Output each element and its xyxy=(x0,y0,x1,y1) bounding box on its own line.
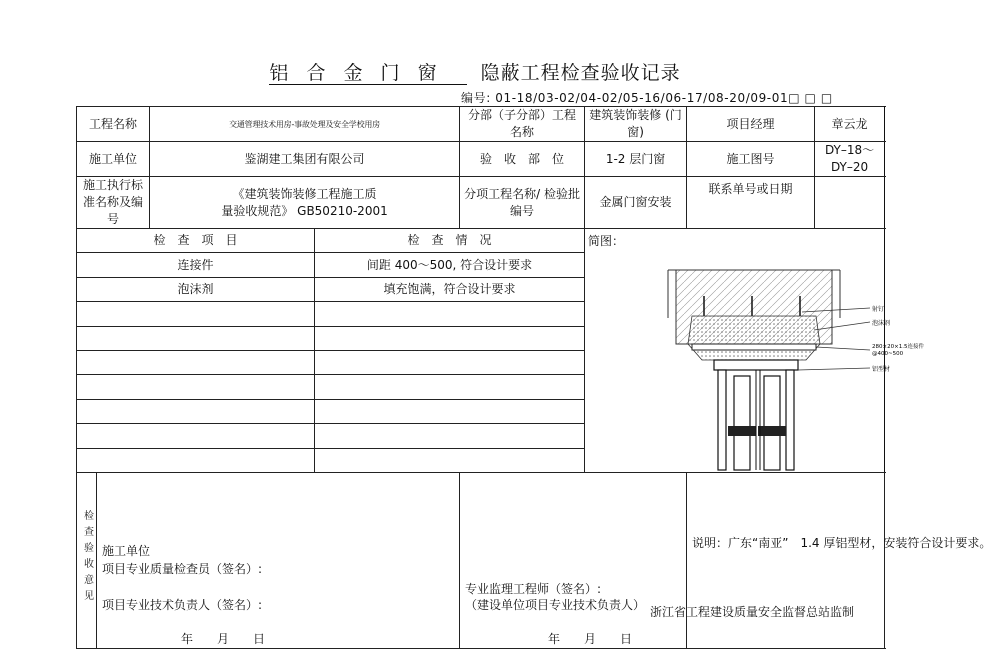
inspection-status xyxy=(315,302,585,326)
form-title xyxy=(0,58,950,85)
inspection-header-row xyxy=(77,229,885,253)
supervisor-signature-cell xyxy=(460,473,687,649)
contact-label: 联系单号或日期 xyxy=(687,177,815,229)
serial-number xyxy=(461,89,833,106)
inspection-item xyxy=(77,375,315,399)
standard-label: 施工执行标准名称及编号 xyxy=(77,177,150,229)
manager-label: 项目经理 xyxy=(687,107,815,142)
inspection-status xyxy=(315,350,585,374)
drawing-value: DY–18～DY–20 xyxy=(815,142,885,177)
inspection-item xyxy=(77,326,315,350)
inspection-item xyxy=(77,302,315,326)
inspection-status xyxy=(315,448,585,472)
inspection-status: 间距 400～500, 符合设计要求 xyxy=(315,253,585,277)
diagram-note: 说明：广东“南亚” 1.4 厚铝型材，安装符合设计要求。 xyxy=(692,536,991,550)
standard-value-line2: 量验收规范》 GB50210-2001 xyxy=(221,203,388,218)
inspection-item: 连接件 xyxy=(77,253,315,277)
batch-label: 分项工程名称/ 检验批编号 xyxy=(460,177,585,229)
supervisor-date: 年 月 日 xyxy=(548,632,633,646)
row-contractor xyxy=(77,142,885,177)
row-project xyxy=(77,107,885,142)
inspection-item xyxy=(77,350,315,374)
connector xyxy=(692,344,816,350)
contractor-value: 鉴湖建工集团有限公司 xyxy=(150,142,460,177)
callout-nail: 射钉 xyxy=(872,306,885,313)
form-title-part1: 铝 合 金 门 窗 xyxy=(269,62,466,85)
diagram-label: 简图： xyxy=(588,234,625,248)
standard-value-line1: 《建筑装饰装修工程施工质 xyxy=(232,186,377,201)
opinion-row xyxy=(77,473,885,649)
inspection-item: 泡沫剂 xyxy=(77,277,315,301)
subproject-label: 分部（子分部）工程名称 xyxy=(460,107,585,142)
status-header: 检 查 情 况 xyxy=(315,229,585,253)
callout-profile: 铝型材 xyxy=(872,366,891,373)
inspection-form-table xyxy=(76,106,991,649)
tech-lead-signature: 项目专业技术负责人（签名）: xyxy=(102,598,263,612)
serial-label: 编号: xyxy=(461,91,491,105)
inspection-item xyxy=(77,424,315,448)
inspection-status xyxy=(315,424,585,448)
contractor-label: 施工单位 xyxy=(77,142,150,177)
form-title-part2: 隐蔽工程检查验收记录 xyxy=(480,62,681,84)
diagram-cell xyxy=(585,229,924,473)
contact-value xyxy=(815,177,885,229)
callout-foam: 泡沫剂 xyxy=(872,320,891,327)
supervisor-note: （建设单位项目专业技术负责人） xyxy=(465,598,646,612)
supervisor-signature: 专业监理工程师（签名）: xyxy=(465,582,602,596)
location-value: 1-2 层门窗 xyxy=(585,142,687,177)
contractor-signature-cell xyxy=(97,473,460,649)
opinion-label: 检查验收意见 xyxy=(81,510,93,606)
project-name-label: 工程名称 xyxy=(77,107,150,142)
location-label: 验 收 部 位 xyxy=(460,142,585,177)
foam-fill xyxy=(688,316,820,360)
window-section-diagram xyxy=(588,250,978,472)
footer-issuer: 浙江省工程建设质量安全监督总站监制 xyxy=(649,605,854,619)
qc-inspector-signature: 项目专业质量检查员（签名）: xyxy=(102,562,263,576)
contractor-date: 年 月 日 xyxy=(181,632,266,646)
project-name-value: 交通管理技术用房-事故处理及安全学校用房 xyxy=(150,107,460,142)
opinion-label-cell xyxy=(77,473,97,649)
row-standard xyxy=(77,177,885,229)
callout-connector-line1: 280×20×1.5连接件 xyxy=(872,344,924,350)
opinion-contractor: 施工单位 xyxy=(102,544,151,558)
serial-value: 01-18/03-02/04-02/05-16/06-17/08-20/09-01□ □ □ xyxy=(495,91,833,105)
aluminum-frame xyxy=(714,360,798,470)
standard-value xyxy=(150,177,460,229)
inspection-status xyxy=(315,399,585,423)
inspection-status xyxy=(315,326,585,350)
inspection-item xyxy=(77,399,315,423)
item-header: 检 查 项 目 xyxy=(77,229,315,253)
inspection-item xyxy=(77,448,315,472)
drawing-label: 施工图号 xyxy=(687,142,815,177)
inspection-status: 填充饱满，符合设计要求 xyxy=(315,277,585,301)
subproject-value: 建筑装饰装修 (门窗) xyxy=(585,107,687,142)
callout-connector-line2: @400~500 xyxy=(872,351,904,357)
diagram-note-cell xyxy=(687,473,991,649)
inspection-status xyxy=(315,375,585,399)
batch-value: 金属门窗安装 xyxy=(585,177,687,229)
manager-value: 章云龙 xyxy=(815,107,885,142)
